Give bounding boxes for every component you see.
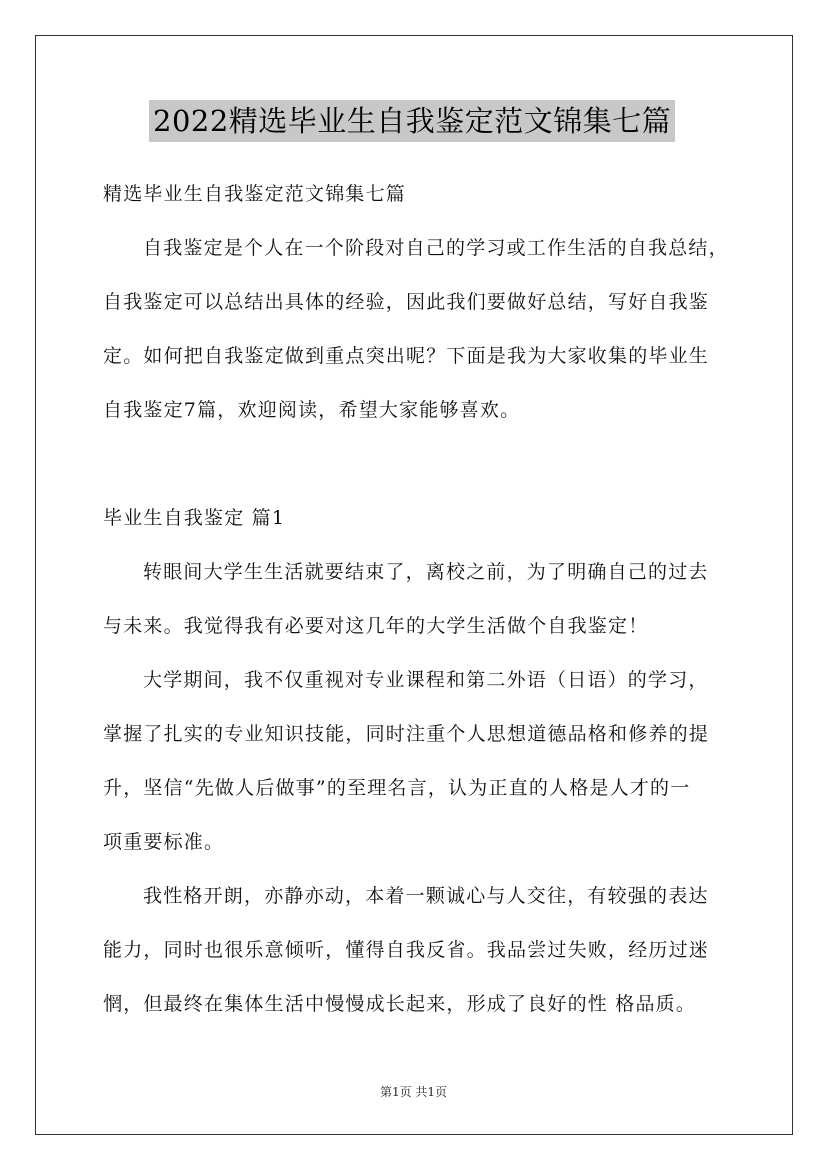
intro-line-3: 定。如何把自我鉴定做到重点突出呢？下面是我为大家收集的毕业生	[103, 345, 710, 367]
document-title: 2022精选毕业生自我鉴定范文锦集七篇	[149, 100, 675, 142]
para1-line-2: 与未来。我觉得我有必要对这几年的大学生活做个自我鉴定！	[103, 615, 649, 637]
document-subtitle: 精选毕业生自我鉴定范文锦集七篇	[103, 183, 407, 205]
para2-line-1: 大学期间，我不仅重视对专业课程和第二外语（日语）的学习，	[143, 669, 709, 691]
para2-line-2: 掌握了扎实的专业知识技能，同时注重个人思想道德品格和修养的提	[103, 723, 710, 745]
intro-line-4: 自我鉴定7篇，欢迎阅读，希望大家能够喜欢。	[103, 399, 521, 421]
intro-line-2: 自我鉴定可以总结出具体的经验，因此我们要做好总结，写好自我鉴	[103, 291, 710, 313]
para2-line-4: 项重要标准。	[103, 831, 225, 853]
intro-line-1: 自我鉴定是个人在一个阶段对自己的学习或工作生活的自我总结，	[143, 237, 729, 259]
para3-line-1: 我性格开朗，亦静亦动，本着一颗诚心与人交往，有较强的表达	[143, 885, 709, 907]
para3-line-2: 能力，同时也很乐意倾听，懂得自我反省。我品尝过失败，经历过迷	[103, 939, 710, 961]
section-heading-1: 毕业生自我鉴定 篇1	[103, 507, 286, 529]
para3-line-3: 惘，但最终在集体生活中慢慢成长起来，形成了良好的性 格品质。	[103, 993, 697, 1015]
page-footer: 第1页 共1页	[379, 1085, 448, 1099]
para2-line-3: 升，坚信“先做人后做事”的至理名言，认为正直的人格是人才的一	[103, 777, 691, 799]
para1-line-1: 转眼间大学生生活就要结束了，离校之前，为了明确自己的过去	[143, 561, 709, 583]
